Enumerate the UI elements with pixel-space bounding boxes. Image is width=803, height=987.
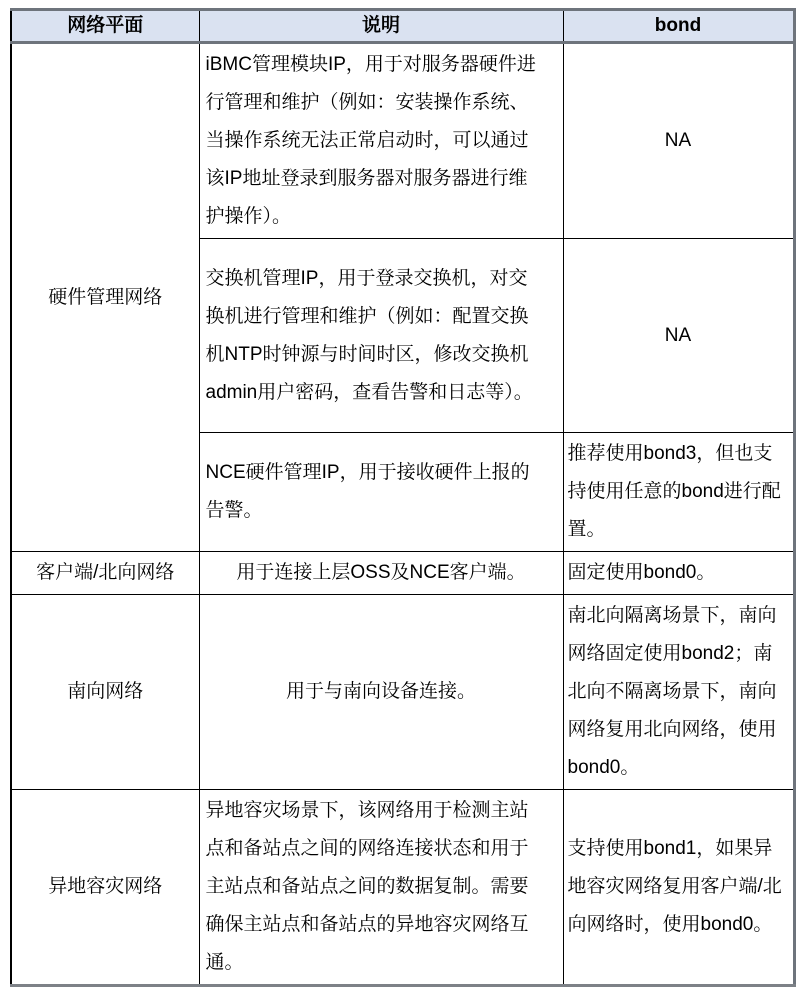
cell-desc-southbound: 用于与南向设备连接。 (199, 595, 563, 790)
network-plane-table (10, 8, 796, 987)
cell-bond-southbound-bond2: 南北向隔离场景下，南向网络固定使用bond2；南北向不隔离场景下，南向网络复用北向网络，使用bond0。 (563, 595, 794, 790)
cell-plane-geo-redundancy: 异地容灾网络 (11, 790, 199, 986)
column-header-description: 说明 (199, 10, 563, 43)
network-plane-table-container (10, 8, 796, 987)
table-row (11, 595, 794, 790)
cell-desc-switch-management-ip: 交换机管理IP，用于登录交换机，对交换机进行管理和维护（例如：配置交换机NTP时钟源与时间时区，修改交换机admin用户密码，查看告警和日志等）。 (199, 239, 563, 433)
table-row (11, 790, 794, 986)
cell-desc-nce-hardware-ip: NCE硬件管理IP，用于接收硬件上报的告警。 (199, 433, 563, 552)
cell-plane-hardware-management: 硬件管理网络 (11, 43, 199, 552)
cell-bond-ibmc-na: NA (563, 43, 794, 239)
column-header-network-plane: 网络平面 (11, 10, 199, 43)
cell-bond-nce-bond3: 推荐使用bond3，但也支持使用任意的bond进行配置。 (563, 433, 794, 552)
cell-bond-geo-redundancy-bond1: 支持使用bond1，如果异地容灾网络复用客户端/北向网络时，使用bond0。 (563, 790, 794, 986)
cell-plane-southbound: 南向网络 (11, 595, 199, 790)
cell-desc-geo-redundancy: 异地容灾场景下，该网络用于检测主站点和备站点之间的网络连接状态和用于主站点和备站点之间的数据复制。需要确保主站点和备站点的异地容灾网络互通。 (199, 790, 563, 986)
cell-desc-client-northbound: 用于连接上层OSS及NCE客户端。 (199, 552, 563, 595)
cell-bond-client-northbound-bond0: 固定使用bond0。 (563, 552, 794, 595)
table-row (11, 552, 794, 595)
table-row (11, 43, 794, 239)
cell-desc-ibmc-management-ip: iBMC管理模块IP，用于对服务器硬件进行管理和维护（例如：安装操作系统、当操作系统无法正常启动时，可以通过该IP地址登录到服务器对服务器进行维护操作）。 (199, 43, 563, 239)
table-header-row (11, 10, 794, 43)
cell-plane-client-northbound: 客户端/北向网络 (11, 552, 199, 595)
column-header-bond: bond (563, 10, 794, 43)
cell-bond-switch-na: NA (563, 239, 794, 433)
